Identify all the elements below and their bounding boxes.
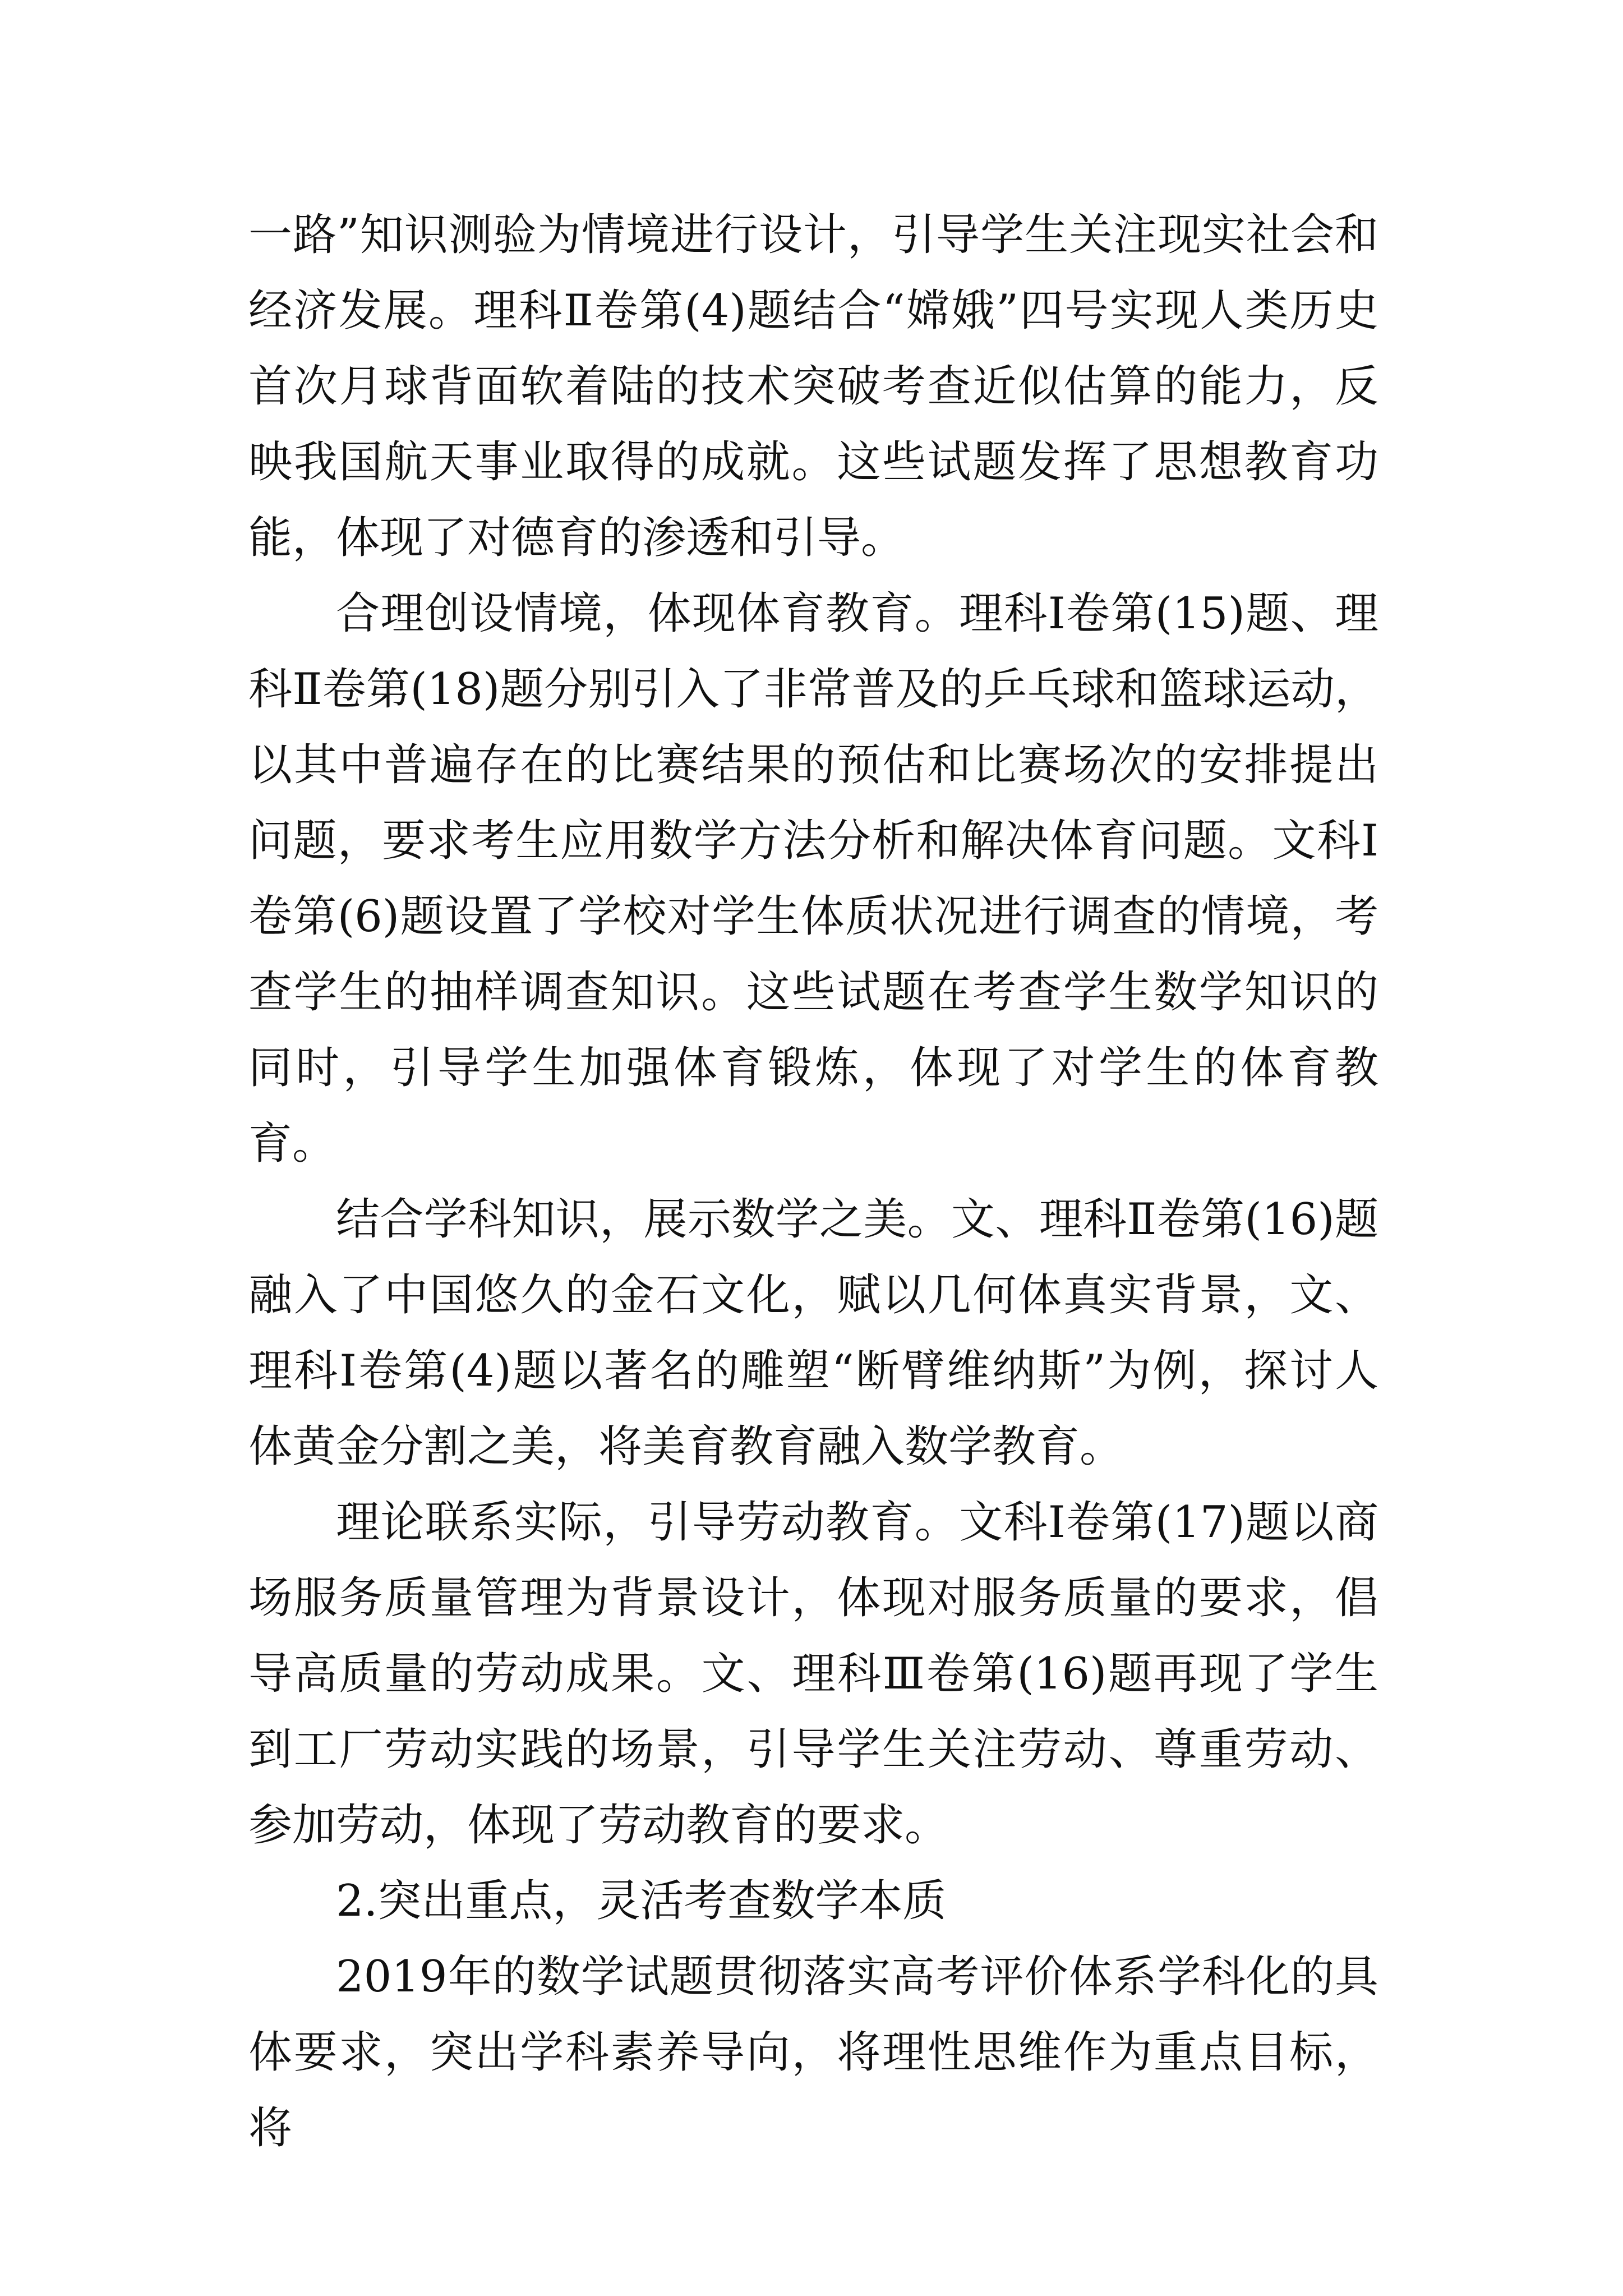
- paragraph-3: 结合学科知识，展示数学之美。文、理科Ⅱ卷第(16)题融入了中国悠久的金石文化，赋以几何体真实背景，文、理科Ⅰ卷第(4)题以著名的雕塑“断臂维纳斯”为例，探讨人体黄金分割之美，将美育教育融入数学教育。: [248, 1194, 1378, 1472]
- section-heading: 2.突出重点，灵活考查数学本质: [336, 1876, 947, 1926]
- paragraph-5: 2019年的数学试题贯彻落实高考评价体系学科化的具体要求，突出学科素养导向，将理性思维作为重点目标，将: [248, 1952, 1378, 2154]
- document-body: [248, 197, 1378, 2166]
- paragraph-1: 一路”知识测验为情境进行设计，引导学生关注现实社会和经济发展。理科Ⅱ卷第(4)题结合“嫦娥”四号实现人类历史首次月球背面软着陆的技术突破考查近似估算的能力，反映我国航天事业取得的成就。这些试题发挥了思想教育功能，体现了对德育的渗透和引导。: [248, 210, 1378, 563]
- paragraph-4: 理论联系实际，引导劳动教育。文科Ⅰ卷第(17)题以商场服务质量管理为背景设计，体现对服务质量的要求，倡导高质量的劳动成果。文、理科Ⅲ卷第(16)题再现了学生到工厂劳动实践的场景，引导学生关注劳动、尊重劳动、参加劳动，体现了劳动教育的要求。: [248, 1497, 1378, 1851]
- paragraph-2: 合理创设情境，体现体育教育。理科Ⅰ卷第(15)题、理科Ⅱ卷第(18)题分别引入了非常普及的乒乓球和篮球运动，以其中普遍存在的比赛结果的预估和比赛场次的安排提出问题，要求考生应用数学方法分析和解决体育问题。文科Ⅰ卷第(6)题设置了学校对学生体质状况进行调查的情境，考查学生的抽样调查知识。这些试题在考查学生数学知识的同时，引导学生加强体育锻炼，体现了对学生的体育教育。: [248, 588, 1378, 1169]
